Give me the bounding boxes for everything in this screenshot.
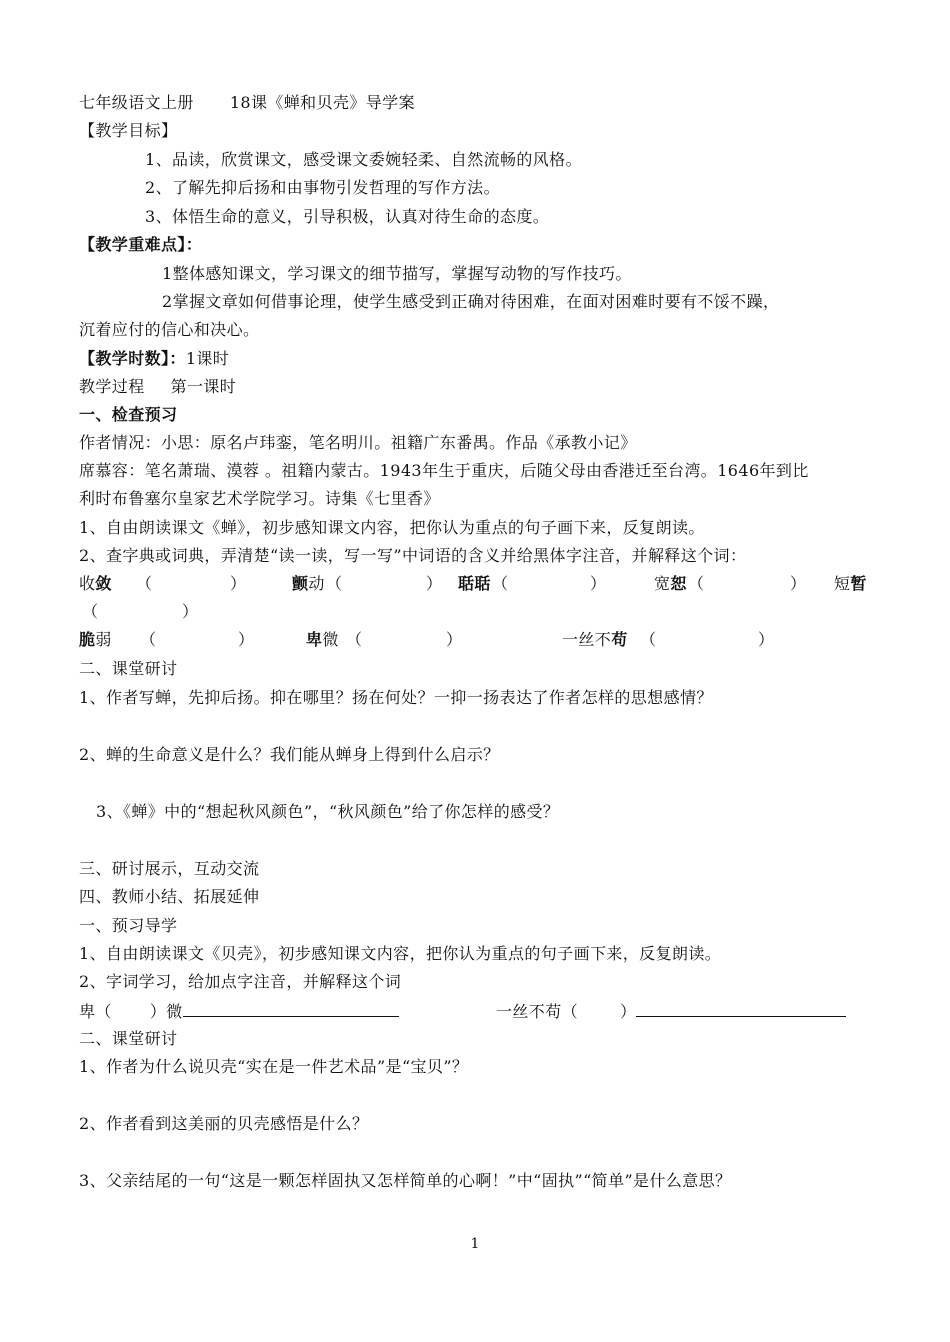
answer-open: （ <box>82 602 99 621</box>
answer-close: ） <box>182 602 199 621</box>
answer-close: ） <box>238 630 255 649</box>
vocab-word <box>654 574 687 594</box>
author-info: 席慕容：笔名萧瑞、漠蓉 。祖籍内蒙古。1943年生于重庆，后随父母由香港迁至台湾。1646年到比 <box>79 461 809 480</box>
section-heading: 一、预习导学 <box>79 916 178 935</box>
vocab-char: 短 <box>834 574 851 593</box>
question-item: 1、作者写蝉，先抑后扬。抑在哪里？扬在何处？一抑一扬表达了作者怎样的思想感情？ <box>79 688 713 707</box>
answer-open: （ <box>136 574 153 593</box>
answer-close: ） <box>790 574 807 593</box>
vocab-char: 收 <box>79 574 96 593</box>
goal-item: 2、了解先抑后扬和由事物引发哲理的写作方法。 <box>145 178 500 197</box>
hours-heading: 【教学时数】： <box>79 349 186 368</box>
answer-close: ） <box>426 574 443 593</box>
key-point-item: 1整体感知课文，学习课文的细节描写，掌握写动物的写作技巧。 <box>162 264 632 283</box>
vocab-line-2 <box>496 1000 846 1022</box>
key-point-item-cont: 沉着应付的信心和决心。 <box>79 320 260 339</box>
vocab-word <box>834 574 867 594</box>
answer-open: （ <box>140 630 157 649</box>
vocab-close: ） <box>620 1002 637 1021</box>
title-lesson: 18课《蝉和贝壳》导学案 <box>229 93 415 112</box>
vocab-char-bold: 脆 <box>79 630 96 649</box>
key-point-item: 2掌握文章如何借事论理，使学生感受到正确对待困难，在面对困难时要有不馁不躁， <box>162 292 780 311</box>
vocab-char: 微 <box>322 630 339 649</box>
vocab-word <box>292 574 325 594</box>
section-heading: 二、课堂研讨 <box>79 1029 178 1048</box>
answer-blank[interactable] <box>636 1000 846 1017</box>
process-label: 教学过程 <box>79 377 145 396</box>
answer-open: （ <box>346 630 363 649</box>
question-item: 3、父亲结尾的一句“这是一颗怎样固执又怎样简单的心啊！”中“固执”“简单”是什么意思？ <box>79 1171 732 1190</box>
vocab-word-bold: 聒聒 <box>458 574 491 593</box>
answer-open: （ <box>688 574 705 593</box>
answer-blank[interactable] <box>183 1000 399 1017</box>
vocab-char: 一丝不 <box>562 630 612 649</box>
vocab-word <box>306 630 339 650</box>
answer-close: ） <box>230 574 247 593</box>
process-line <box>79 377 236 397</box>
vocab-char: 弱 <box>95 630 112 649</box>
vocab-line-1 <box>79 1000 399 1022</box>
vocab-char: 动 <box>308 574 325 593</box>
vocab-open: 卑（ <box>79 1002 112 1021</box>
answer-open: （ <box>326 574 343 593</box>
answer-close: ） <box>590 574 607 593</box>
question-item: 3、《蝉》中的“想起秋风颜色”，“秋风颜色”给了你怎样的感受？ <box>96 802 560 821</box>
title-grade: 七年级语文上册 <box>79 93 194 112</box>
vocab-char-bold: 恕 <box>670 574 687 593</box>
vocab-close: ）微 <box>149 1002 183 1021</box>
vocab-word <box>79 630 112 650</box>
answer-close: ） <box>758 630 775 649</box>
hours-line <box>79 349 229 369</box>
author-info: 作者情况：小思：原名卢玮銮，笔名明川。祖籍广东番禺。作品《承教小记》 <box>79 433 637 452</box>
process-lesson: 第一课时 <box>170 377 237 396</box>
question-item: 2、作者看到这美丽的贝壳感悟是什么？ <box>79 1114 369 1133</box>
vocab-char-bold: 颤 <box>292 574 309 593</box>
question-item: 1、作者为什么说贝壳“实在是一件艺术品”是“宝贝”？ <box>79 1057 469 1076</box>
doc-title <box>79 93 415 113</box>
key-points-heading: 【教学重难点】： <box>79 235 203 254</box>
vocab-char-bold: 暂 <box>850 574 867 593</box>
answer-open: （ <box>640 630 657 649</box>
vocab-char: 宽 <box>654 574 671 593</box>
page-number: 1 <box>470 1236 480 1252</box>
section-heading: 三、研讨展示，互动交流 <box>79 859 260 878</box>
goal-item: 1、品读，欣赏课文，感受课文委婉轻柔、自然流畅的风格。 <box>145 150 582 169</box>
section-heading: 一、检查预习 <box>79 405 178 424</box>
question-item: 2、蝉的生命意义是什么？我们能从蝉身上得到什么启示？ <box>79 745 500 764</box>
vocab-char-bold: 卑 <box>306 630 323 649</box>
task-item: 2、查字典或词典，弄清楚“读一读，写一写”中词语的含义并给黑体字注音，并解释这个词： <box>79 546 747 565</box>
task-item: 1、自由朗读课文《蝉》，初步感知课文内容，把你认为重点的句子画下来，反复朗读。 <box>79 518 705 537</box>
section-heading: 二、课堂研讨 <box>79 659 178 678</box>
author-info-cont: 利时布鲁塞尔皇家艺术学院学习。诗集《七里香》 <box>79 489 440 508</box>
answer-close: ） <box>446 630 463 649</box>
task-item: 1、自由朗读课文《贝壳》，初步感知课文内容，把你认为重点的句子画下来，反复朗读。 <box>79 944 722 963</box>
goal-item: 3、体悟生命的意义，引导积极，认真对待生命的态度。 <box>145 207 550 226</box>
vocab-char-bold: 苟 <box>611 630 628 649</box>
vocab-char-bold: 敛 <box>95 574 112 593</box>
vocab-word <box>79 574 112 594</box>
vocab-open: 一丝不苟（ <box>496 1002 579 1021</box>
hours-value: 1课时 <box>185 349 230 368</box>
answer-open: （ <box>492 574 509 593</box>
goals-heading: 【教学目标】 <box>79 121 178 140</box>
vocab-word <box>562 630 628 650</box>
section-heading: 四、教师小结、拓展延伸 <box>79 887 260 906</box>
task-item: 2、字词学习，给加点字注音，并解释这个词 <box>79 972 402 991</box>
